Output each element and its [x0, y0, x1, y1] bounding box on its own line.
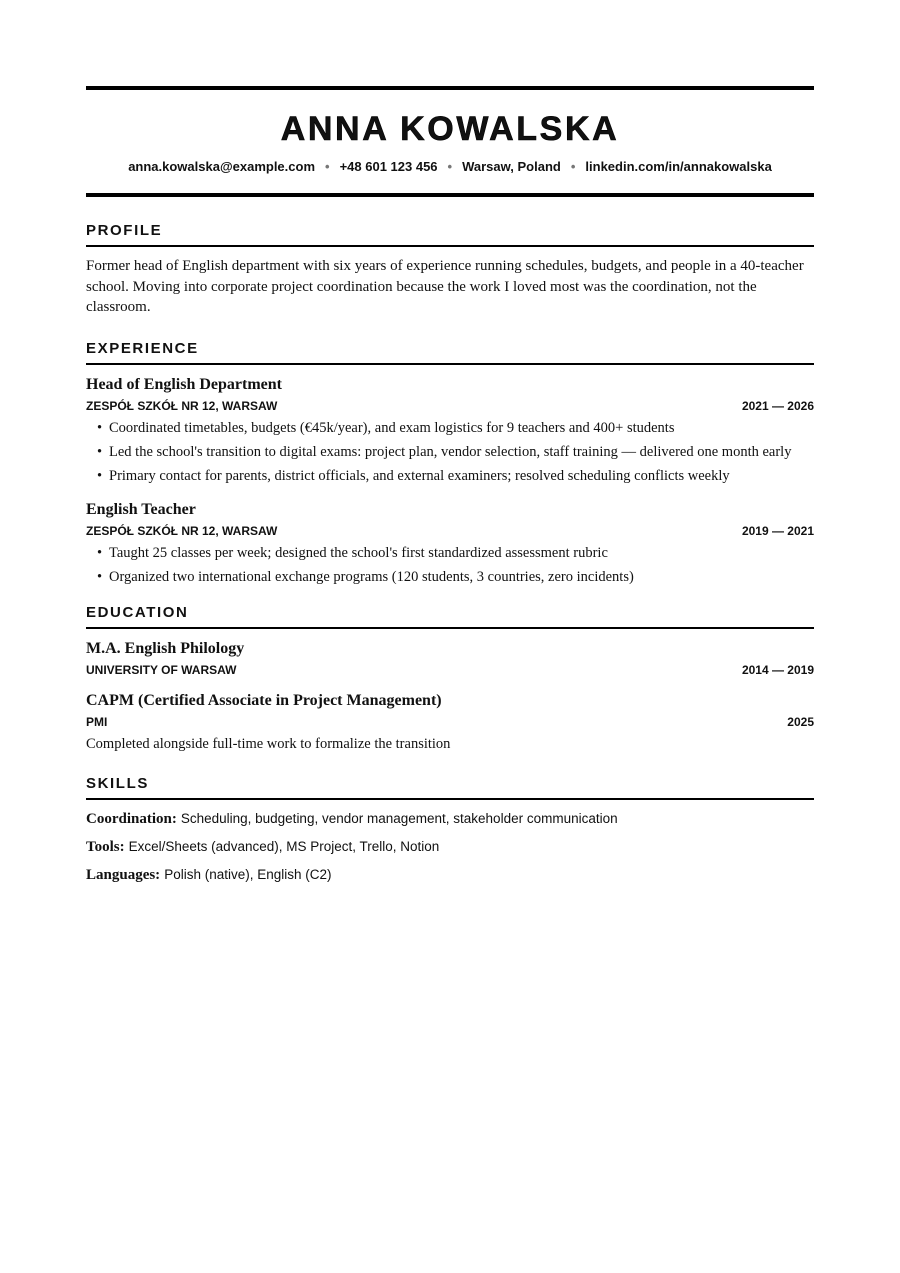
- job-organization: ZESPÓŁ SZKÓŁ NR 12, WARSAW: [86, 398, 278, 413]
- contact-separator: •: [325, 159, 330, 174]
- bullet-dot: •: [97, 419, 103, 436]
- contact-separator: •: [447, 159, 453, 174]
- section-title: SKILLS: [86, 774, 149, 792]
- bullet-text: Coordinated timetables, budgets (€45k/year), and exam logistics for 9 teachers and 400+ students: [109, 419, 675, 436]
- experience-section: [86, 340, 814, 587]
- bullet-text: Led the school's transition to digital exams: project plan, vendor selection, staff training — delivered one month early: [109, 443, 792, 460]
- job-entry: [86, 375, 814, 486]
- contact-linkedin[interactable]: linkedin.com/in/annakowalska: [585, 159, 772, 174]
- skill-value: Scheduling, budgeting, vendor management, stakeholder communication: [180, 810, 618, 826]
- job-dates: 2021 — 2026: [741, 398, 814, 413]
- bullet-dot: •: [97, 467, 103, 484]
- skills-section: [86, 775, 814, 885]
- job-organization: ZESPÓŁ SZKÓŁ NR 12, WARSAW: [86, 523, 278, 538]
- job-bullet: [86, 544, 814, 563]
- education-entry: [86, 691, 814, 754]
- skill-row: [86, 809, 814, 829]
- education-institution: UNIVERSITY OF WARSAW: [86, 662, 237, 677]
- degree-title: M.A. English Philology: [86, 639, 245, 657]
- certification-title: CAPM (Certified Associate in Project Management): [86, 691, 442, 709]
- skill-label: Languages:: [86, 866, 161, 883]
- contact-line: [86, 159, 814, 175]
- contact-location: Warsaw, Poland: [462, 159, 561, 174]
- bullet-dot: •: [97, 443, 103, 460]
- job-meta: [86, 399, 814, 413]
- profile-section: [86, 222, 814, 318]
- section-title: EXPERIENCE: [86, 339, 199, 357]
- education-meta: [86, 663, 814, 677]
- skill-label: Coordination:: [86, 810, 177, 827]
- section-rule: [86, 245, 814, 247]
- job-bullet: [86, 443, 814, 462]
- job-bullet: [86, 568, 814, 587]
- skill-value: Polish (native), English (C2): [164, 866, 332, 882]
- section-rule: [86, 363, 814, 365]
- education-meta: [86, 715, 814, 729]
- skills-list: [86, 809, 814, 885]
- job-dates: 2019 — 2021: [741, 523, 814, 538]
- section-rule: [86, 627, 814, 629]
- bullet-text: Primary contact for parents, district officials, and external examiners; resolved scheduling conflicts weekly: [109, 467, 730, 484]
- job-bullets: [86, 544, 814, 587]
- candidate-name: ANNA KOWALSKA: [280, 110, 620, 148]
- job-title: English Teacher: [86, 500, 196, 518]
- education-note: Completed alongside full-time work to formalize the transition: [86, 735, 451, 752]
- skill-row: [86, 837, 814, 857]
- contact-separator: •: [570, 159, 576, 174]
- job-entry: [86, 500, 814, 587]
- job-bullet: [86, 467, 814, 486]
- section-title: PROFILE: [86, 222, 163, 239]
- resume-page: [86, 86, 814, 893]
- skill-row: [86, 865, 814, 885]
- header-top-rule: [86, 86, 814, 90]
- education-section: [86, 604, 814, 754]
- skill-value: Excel/Sheets (advanced), MS Project, Trello, Notion: [128, 838, 440, 854]
- job-title: Head of English Department: [86, 375, 282, 393]
- education-dates: 2014 — 2019: [741, 662, 814, 677]
- bullet-text: Taught 25 classes per week; designed the school's first standardized assessment rubric: [109, 544, 608, 561]
- bullet-dot: •: [97, 568, 103, 585]
- section-title: EDUCATION: [86, 603, 189, 621]
- contact-phone[interactable]: +48 601 123 456: [339, 159, 438, 174]
- skill-label: Tools:: [86, 838, 125, 855]
- job-bullet: [86, 419, 814, 438]
- job-bullets: [86, 419, 814, 486]
- section-rule: [86, 798, 814, 800]
- contact-email[interactable]: anna.kowalska@example.com: [128, 159, 316, 174]
- profile-text: Former head of English department with six years of experience running schedules, budgets, and people in a 40-teacher school. Moving into corporate project coordination because the work I loved most was the coordination, not the classroom.: [86, 258, 804, 315]
- job-meta: [86, 524, 814, 538]
- bullet-dot: •: [97, 544, 103, 561]
- education-institution: PMI: [86, 714, 108, 729]
- education-entry: [86, 639, 814, 677]
- bullet-text: Organized two international exchange programs (120 students, 3 countries, zero incidents): [109, 568, 634, 585]
- header-bottom-rule: [86, 193, 814, 197]
- education-dates: 2025: [787, 714, 814, 729]
